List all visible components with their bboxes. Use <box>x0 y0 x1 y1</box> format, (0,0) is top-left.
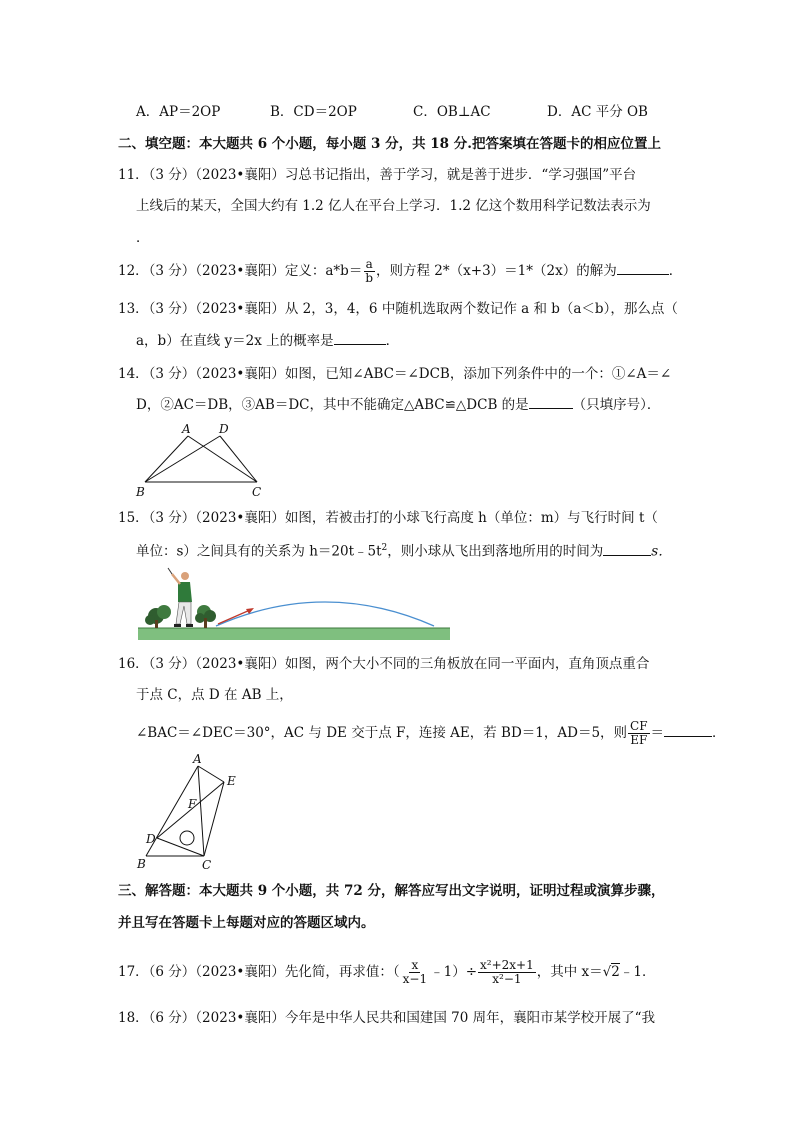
q17-suffix: ，其中 x＝ <box>536 964 603 980</box>
q12-frac-den: b <box>365 271 374 285</box>
q16-label-c: C <box>202 858 212 872</box>
q14-answer-blank[interactable] <box>529 394 573 409</box>
q16-line3-end: ． <box>712 725 726 741</box>
q11-line2: 上线后的某天，全国大约有 1.2 亿人在平台上学习．1.2 亿这个数用科学记数法表示为 <box>136 198 651 214</box>
option-a: A．AP＝2OP <box>136 104 221 120</box>
section-2-heading: 二、填空题：本大题共 6 个小题，每小题 3 分，共 18 分.把答案填在答题卡的相应位置上 <box>118 136 661 152</box>
bush-left-icon <box>145 605 171 628</box>
q17-f2-num: x²+2x+1 <box>480 958 534 972</box>
golfer-icon <box>168 568 193 627</box>
q16-label-f: F <box>188 797 197 811</box>
q14-label-d: D <box>219 422 229 436</box>
q16-segment-ac <box>198 766 204 856</box>
option-c: C．OB⊥AC <box>413 104 491 120</box>
option-b: B．CD＝2OP <box>270 104 357 120</box>
q16-frac-num: CF <box>630 719 648 733</box>
q16-answer-blank[interactable] <box>664 722 712 737</box>
q14-label-b: B <box>136 485 145 499</box>
q14-line2 <box>136 394 660 415</box>
q15-answer-blank[interactable] <box>603 541 651 556</box>
section-3-heading-line2: 并且写在答题卡上每题对应的答题区域内。 <box>118 915 375 931</box>
q15-golf-illustration <box>138 566 452 642</box>
q15-line2 <box>136 538 672 562</box>
q14-line2-prefix: D，②AC＝DB，③AB＝DC，其中不能确定△ABC≌△DCB 的是 <box>136 397 529 413</box>
q15-line2-mid: ，则小球从飞出到落地所用的时间为 <box>387 543 604 560</box>
launch-arrow <box>218 610 250 624</box>
q15-line1: 15．（3 分）（2023•襄阳）如图，若被击打的小球飞行高度 h（单位：m）与飞行时间 t（ <box>118 510 658 526</box>
q13-line2 <box>136 330 399 351</box>
q14-segment-dc <box>220 436 257 482</box>
q17-mid: ﹣1）÷ <box>430 964 478 980</box>
q14-segment-ac <box>188 436 257 482</box>
q17-prefix: 17．（6 分）（2023•襄阳）先化简，再求值：（ <box>118 964 400 980</box>
ball-trajectory <box>216 602 434 626</box>
q14-label-a: A <box>182 422 191 436</box>
bush-right-icon <box>195 605 216 628</box>
q17-tail: ﹣1． <box>619 964 656 980</box>
q14-line1: 14．（3 分）（2023•襄阳）如图，已知∠ABC＝∠DCB，添加下列条件中的一个：①∠A＝∠ <box>118 366 672 382</box>
q16-line3-eq: ＝ <box>650 725 665 741</box>
q11-line3: ． <box>136 230 150 246</box>
option-d: D．AC 平分 OB <box>547 104 648 120</box>
q15-line2-end: s． <box>651 543 672 560</box>
q14-segment-bd <box>145 436 220 482</box>
q12-line <box>118 258 682 285</box>
q16-label-b: B <box>137 857 146 871</box>
q13-line2-end: ． <box>385 333 400 349</box>
q14-label-c: C <box>252 485 262 499</box>
q15-line2-prefix: 单位：s）之间具有的关系为 h＝20t﹣5t <box>136 543 382 560</box>
q17-line <box>118 958 655 986</box>
q16-frac-den: EF <box>630 733 648 747</box>
q13-line2-prefix: a，b）在直线 y＝2x 上的概率是 <box>136 333 334 349</box>
q17-f2-den: x²−1 <box>492 972 522 986</box>
q16-fraction <box>628 720 650 747</box>
q13-answer-blank[interactable] <box>334 330 386 345</box>
q16-small-circle <box>180 831 194 845</box>
q13-line1: 13．（3 分）（2023•襄阳）从 2，3，4，6 中随机选取两个数记作 a 和 b（a＜b），那么点（ <box>118 301 678 317</box>
q12-prefix: 12．（3 分）（2023•襄阳）定义：a*b＝ <box>118 263 363 279</box>
q18-line1: 18．（6 分）（2023•襄阳）今年是中华人民共和国建国 70 周年，襄阳市某学校开展了“我 <box>118 1010 656 1026</box>
q16-segment-ec <box>204 782 224 856</box>
q16-segment-ae <box>198 766 224 782</box>
q17-f1-num: x <box>411 958 419 972</box>
q16-triangle-figure <box>132 752 244 872</box>
q17-fraction-2 <box>478 959 536 986</box>
q12-fraction <box>363 258 375 285</box>
grass-ground <box>138 628 450 640</box>
q16-line1: 16．（3 分）（2023•襄阳）如图，两个大小不同的三角板放在同一平面内，直角顶点重合 <box>118 656 650 672</box>
q17-fraction-1 <box>401 959 429 986</box>
q14-line2-end: （只填序号）． <box>572 397 661 413</box>
q11-line1: 11．（3 分）（2023•襄阳）习总书记指出，善于学习，就是善于进步．“学习强国”平台 <box>118 167 637 183</box>
q16-label-a: A <box>193 752 202 766</box>
q16-line3-prefix: ∠BAC＝∠DEC＝30°，AC 与 DE 交于点 F，连接 AE，若 BD＝1，AD＝5，则 <box>136 725 628 741</box>
q12-suffix: ，则方程 2*（x+3）＝1*（2x）的解为 <box>376 263 617 279</box>
q16-line3 <box>136 720 726 747</box>
q16-label-e: E <box>227 774 236 788</box>
section-3-heading-line1: 三、解答题：本大题共 9 个小题，共 72 分，解答应写出文字说明，证明过程或演算步骤， <box>118 883 665 899</box>
q12-answer-blank[interactable] <box>617 260 669 275</box>
q17-f1-den: x−1 <box>402 972 428 986</box>
q12-frac-num: a <box>365 257 373 271</box>
q16-label-d: D <box>146 832 156 846</box>
q14-triangle-figure <box>130 418 280 500</box>
q12-end: ． <box>668 263 683 279</box>
q15-exponent: 2 <box>381 543 388 553</box>
q16-line2: 于点 C，点 D 在 AB 上， <box>136 687 293 703</box>
sqrt-icon: √ <box>602 964 612 980</box>
q17-sqrt-value: 2 <box>611 964 620 980</box>
